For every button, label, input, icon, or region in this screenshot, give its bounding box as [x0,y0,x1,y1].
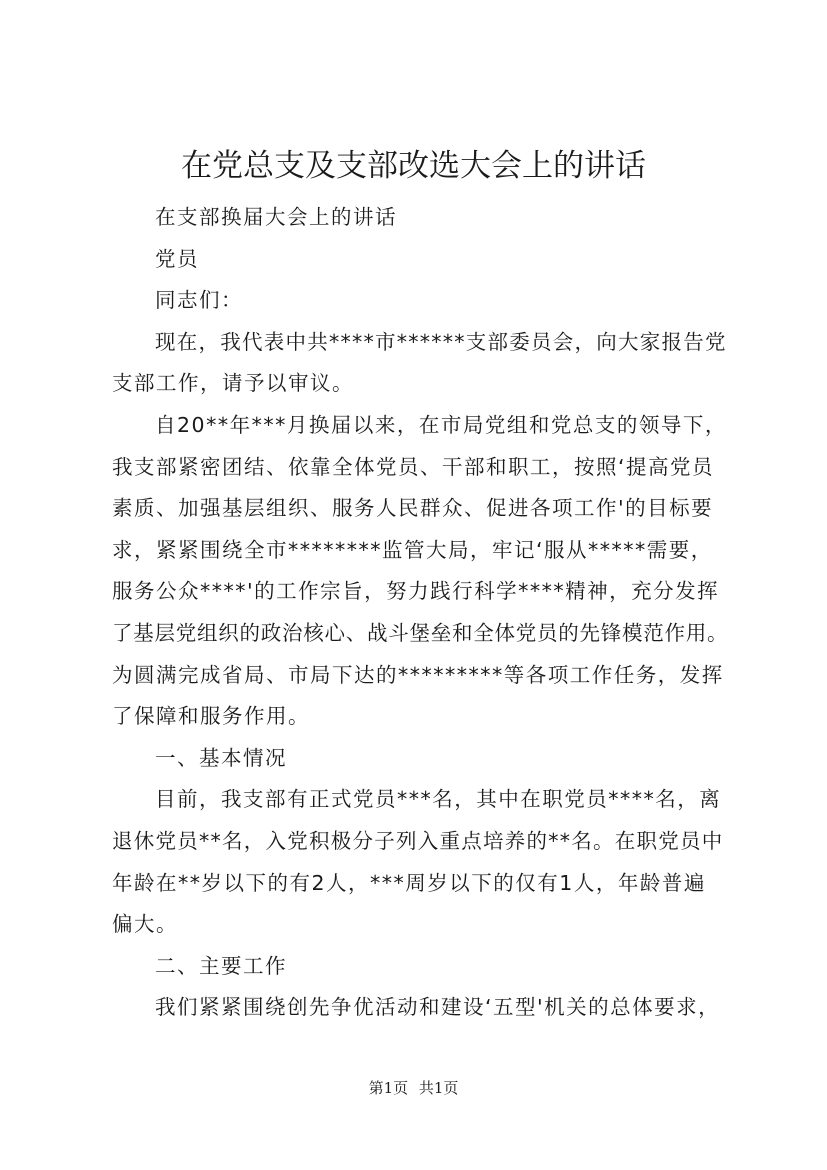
body-line: 服务公众****'的工作宗旨，努力践行科学****精神，充分发挥 [112,579,720,604]
body-line: 党员 [155,246,199,271]
body-line: 支部工作，请予以审议。 [112,371,354,396]
page-number: 第1页 [368,1079,409,1097]
body-line: 了基层党组织的政治核心、战斗堡垒和全体党员的先锋模范作用。 [112,621,729,645]
page-footer [0,1077,827,1098]
body-line: 一、基本情况 [155,745,287,770]
body-line: 目前，我支部有正式党员***名，其中在职党员****名，离 [155,787,722,812]
body-line: 二、主要工作 [155,953,287,978]
body-line: 自20**年***月换届以来，在市局党组和党总支的领导下， [155,413,727,437]
body-line: 年龄在**岁以下的有2人，***周岁以下的仅有1人，年龄普遍 [112,870,706,895]
body-line: 素质、加强基层组织、服务人民群众、促进各项工作'的目标要 [112,496,714,521]
body-line: 我们紧紧围绕创先争优活动和建设‘五型'机关的总体要求， [155,995,721,1020]
document-title: 在党总支及支部改选大会上的讲话 [181,148,646,184]
body-line: 在支部换届大会上的讲话 [155,205,397,229]
body-line: 偏大。 [112,912,178,937]
body-line: 求，紧紧围绕全市********监管大局，牢记‘服从*****需要， [112,537,713,562]
body-line: 同志们： [155,288,243,313]
body-line: 退休党员**名，入党积极分子列入重点培养的**名。在职党员中 [112,829,724,853]
body-line: 现在，我代表中共****市******支部委员会，向大家报告党 [155,329,727,354]
body-line: 了保障和服务作用。 [112,704,310,729]
body-line: 我支部紧密团结、依靠全体党员、干部和职工，按照‘提高党员 [112,454,715,479]
page-total: 共1页 [418,1079,459,1097]
body-line: 为圆满完成省局、市局下达的*********等各项工作任务，发挥 [112,662,724,687]
